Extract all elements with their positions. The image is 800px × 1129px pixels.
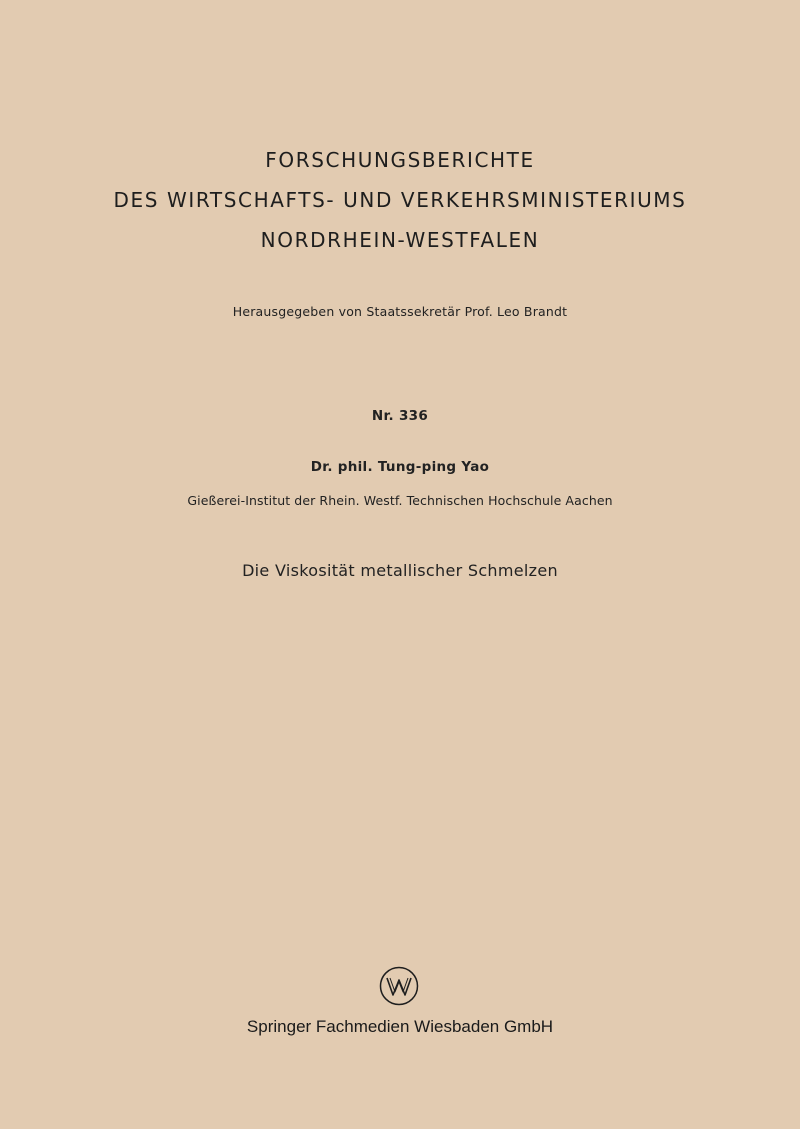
editor-credit: Herausgegeben von Staatssekretär Prof. Leo Brandt xyxy=(232,304,568,319)
book-title: Die Viskosität metallischer Schmelzen xyxy=(242,561,558,580)
author-institute: Gießerei-Institut der Rhein. Westf. Technischen Hochschule Aachen xyxy=(187,493,613,508)
publisher-name: Springer Fachmedien Wiesbaden GmbH xyxy=(246,1017,554,1036)
series-title-line-3: NORDRHEIN-WESTFALEN xyxy=(260,228,540,252)
issue-number: Nr. 336 xyxy=(371,408,429,424)
author-name: Dr. phil. Tung-ping Yao xyxy=(310,459,490,475)
series-title-line-1: FORSCHUNGSBERICHTE xyxy=(265,148,535,172)
springer-w-logo-icon xyxy=(379,966,419,1006)
series-title-line-2: DES WIRTSCHAFTS- UND VERKEHRSMINISTERIUMS xyxy=(113,188,687,212)
